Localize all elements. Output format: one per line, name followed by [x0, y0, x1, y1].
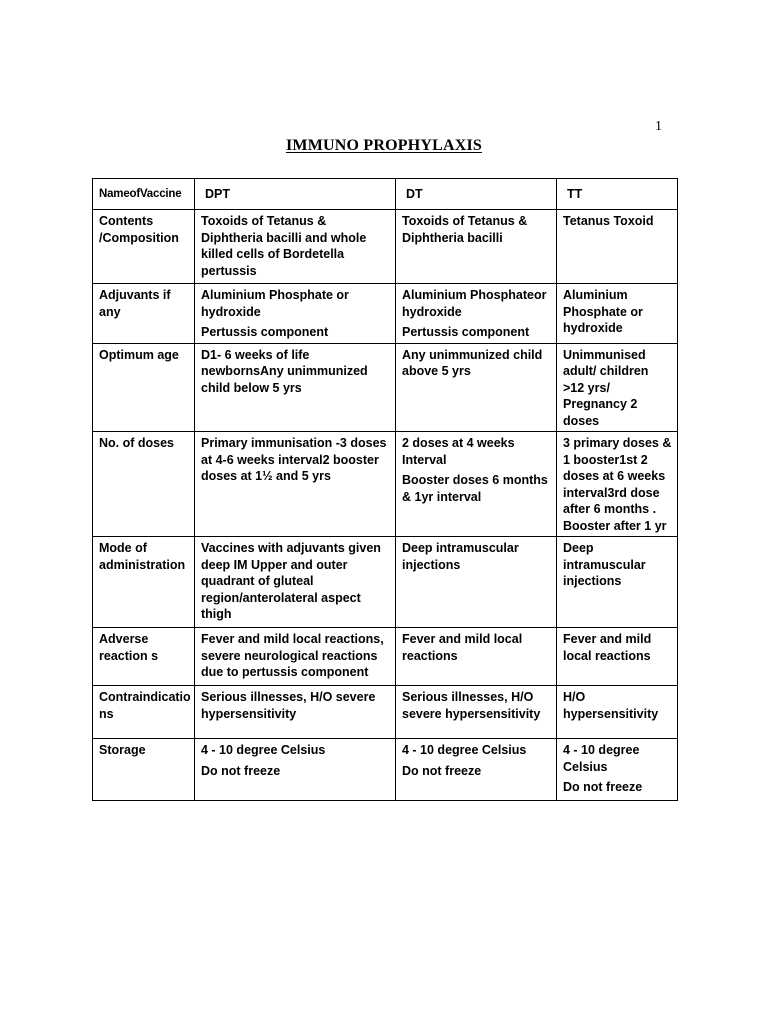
cell-text: Deep intramuscular injections [563, 541, 646, 588]
header-cell-dpt: DPT [195, 179, 396, 210]
table-row [93, 284, 678, 344]
cell-text: Do not freeze [563, 780, 643, 794]
vaccine-table [92, 178, 678, 801]
cell-dpt [195, 284, 396, 344]
cell-tt [557, 739, 678, 801]
cell-text: Deep intramuscular injections [402, 541, 519, 572]
table-row [93, 432, 678, 537]
row-label-text: Contraindicatio ns [99, 690, 191, 721]
cell-text: Fever and mild local reactions [563, 632, 652, 663]
cell-dpt [195, 686, 396, 739]
cell-text: Serious illnesses, H/O severe hypersensitivity [402, 690, 541, 721]
row-label [93, 210, 195, 284]
cell-dt [396, 343, 557, 432]
cell-text: Do not freeze [402, 763, 482, 778]
cell-text: Vaccines with adjuvants given deep IM Upper and outer quadrant of gluteal region/anterolateral aspect thigh [201, 541, 381, 621]
cell-dpt [195, 432, 396, 537]
row-label-text: Adjuvants if any [99, 288, 171, 319]
cell-text: Aluminium Phosphate or hydroxide [201, 288, 349, 319]
cell-text: Do not freeze [201, 763, 281, 778]
table-row [93, 739, 678, 801]
cell-text: Fever and mild local reactions, severe neurological reactions due to pertussis component [201, 632, 384, 679]
cell-dpt [195, 739, 396, 801]
row-label [93, 628, 195, 686]
cell-text: D1- 6 weeks of life newbornsAny unimmunized child below 5 yrs [201, 347, 368, 395]
cell-text: Aluminium Phosphate or hydroxide [563, 288, 643, 335]
cell-text: Pertussis component [201, 325, 329, 339]
page-title: IMMUNO PROPHYLAXIS [285, 137, 483, 154]
cell-text: 2 doses at 4 weeks Interval [402, 436, 515, 467]
cell-tt [557, 628, 678, 686]
cell-text: Tetanus Toxoid [563, 214, 654, 228]
row-label-text: No. of doses [99, 436, 175, 450]
table-row [93, 210, 678, 284]
header-cell-dt: DT [396, 179, 557, 210]
cell-text: H/O hypersensitivity [563, 690, 659, 721]
table-row [93, 343, 678, 432]
row-label-text: Mode of administration [99, 541, 186, 572]
cell-dpt [195, 537, 396, 628]
cell-tt [557, 343, 678, 432]
cell-dpt [195, 343, 396, 432]
cell-tt [557, 210, 678, 284]
table-row [93, 628, 678, 686]
cell-dt [396, 284, 557, 344]
cell-tt [557, 432, 678, 537]
table-row [93, 686, 678, 739]
cell-dpt [195, 628, 396, 686]
cell-text: Unimmunised adult/ children >12 yrs/ Pregnancy 2 doses [563, 347, 649, 428]
cell-text: Toxoids of Tetanus & Diphtheria bacilli [402, 214, 528, 245]
row-label [93, 686, 195, 739]
cell-dt [396, 628, 557, 686]
cell-text: 4 - 10 degree Celsius [402, 743, 527, 757]
cell-text: Aluminium Phosphateor hydroxide [402, 288, 547, 319]
cell-text: Fever and mild local reactions [402, 632, 523, 663]
cell-text: Pertussis component [402, 325, 530, 339]
header-cell-tt: TT [557, 179, 678, 210]
cell-text: Primary immunisation -3 doses at 4-6 weeks interval2 booster doses at 1½ and 5 yrs [201, 436, 387, 483]
cell-dt [396, 432, 557, 537]
row-label [93, 739, 195, 801]
cell-text: 4 - 10 degree Celsius [563, 743, 640, 774]
row-label-text: Optimum age [99, 347, 179, 362]
row-label-text: Adverse reaction s [99, 632, 159, 663]
row-label [93, 432, 195, 537]
row-label [93, 284, 195, 344]
cell-text: Any unimmunized child above 5 yrs [402, 347, 543, 378]
cell-text: Toxoids of Tetanus & Diphtheria bacilli and whole killed cells of Bordetella pertussis [201, 214, 367, 278]
cell-tt [557, 537, 678, 628]
header-cell-name: NameofVaccine [93, 179, 195, 210]
table-header-row [93, 179, 678, 210]
cell-text: Serious illnesses, H/O severe hypersensitivity [201, 690, 376, 721]
cell-dt [396, 739, 557, 801]
cell-dt [396, 686, 557, 739]
cell-text: Booster doses 6 months & 1yr interval [402, 473, 548, 504]
table-row [93, 537, 678, 628]
cell-dt [396, 537, 557, 628]
cell-text: 3 primary doses & 1 booster1st 2 doses at 6 weeks interval3rd dose after 6 months . Booster after 1 yr [563, 436, 672, 533]
page-number: 1 [655, 119, 662, 134]
cell-dpt [195, 210, 396, 284]
row-label [93, 537, 195, 628]
row-label-text: Storage [99, 743, 146, 757]
cell-tt [557, 284, 678, 344]
row-label [93, 343, 195, 432]
row-label-text: Contents /Composition [99, 214, 179, 245]
cell-tt [557, 686, 678, 739]
cell-text: 4 - 10 degree Celsius [201, 743, 326, 757]
cell-dt [396, 210, 557, 284]
